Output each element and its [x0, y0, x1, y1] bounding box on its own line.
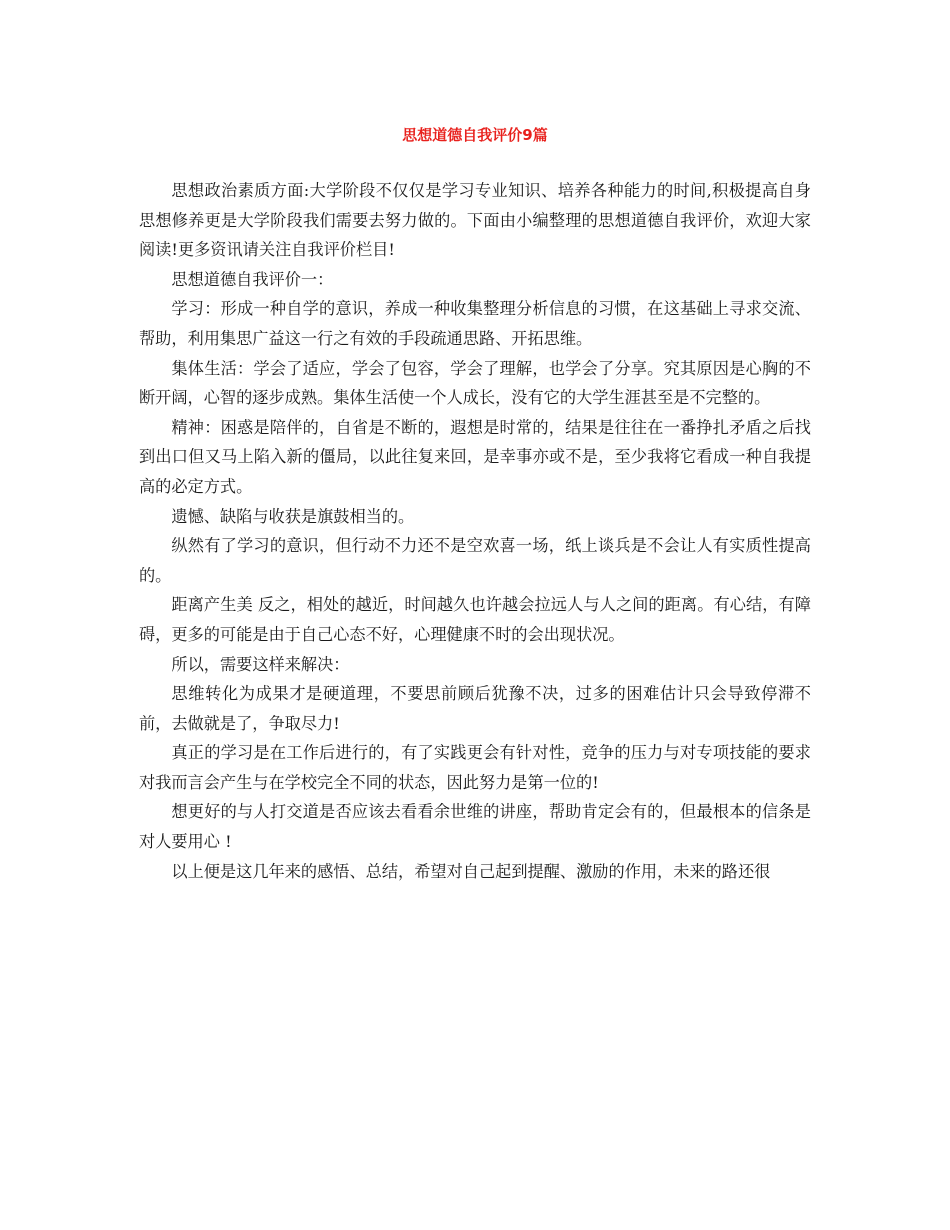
paragraph-thinking-to-results: 思维转化为成果才是硬道理，不要思前顾后犹豫不决，过多的困难估计只会导致停滞不前，去做就是了，争取尽力! — [139, 684, 811, 733]
paragraph-distance: 距离产生美 反之，相处的越近，时间越久也许越会拉远人与人之间的距离。有心结，有障碍，更多的可能是由于自己心态不好，心理健康不时的会出现状况。 — [139, 595, 811, 644]
paragraph-regrets: 遗憾、缺陷与收获是旗鼓相当的。 — [171, 506, 415, 526]
paragraph-summary: 以上便是这几年来的感悟、总结，希望对自己起到提醒、激励的作用，未来的路还很 — [171, 861, 771, 881]
document-body — [139, 176, 811, 886]
document-title: 思想道德自我评价9篇 — [402, 126, 548, 144]
paragraph-intro: 思想政治素质方面:大学阶段不仅仅是学习专业知识、培养各种能力的时间,积极提高自身思想修养更是大学阶段我们需要去努力做的。下面由小编整理的思想道德自我评价，欢迎大家阅读!更多资讯请关注自我评价栏目! — [139, 181, 811, 260]
paragraph-dealing-with-people: 想更好的与人打交道是否应该去看看余世维的讲座，帮助肯定会有的，但最根本的信条是 对人要用心 ! — [139, 802, 811, 852]
paragraph-section-heading: 思想道德自我评价一： — [171, 269, 334, 289]
paragraph-collective-life: 集体生活：学会了适应，学会了包容，学会了理解，也学会了分享。究其原因是心胸的不断开阔，心智的逐步成熟。集体生活使一个人成长，没有它的大学生涯甚至是不完整的。 — [139, 358, 811, 408]
paragraph-solution-intro: 所以，需要这样来解决： — [171, 654, 350, 674]
paragraph-real-learning: 真正的学习是在工作后进行的，有了实践更会有针对性，竞争的压力与对专项技能的要求对我而言会产生与在学校完全不同的状态，因此努力是第一位的! — [139, 743, 811, 792]
paragraph-study: 学习：形成一种自学的意识，养成一种收集整理分析信息的习惯，在这基础上寻求交流、帮助，利用集思广益这一行之有效的手段疏通思路、开拓思维。 — [139, 299, 811, 348]
paragraph-spirit: 精神：困惑是陪伴的，自省是不断的，遐想是时常的，结果是往往在一番挣扎矛盾之后找到出口但又马上陷入新的僵局，以此往复来回，是幸事亦或不是，至少我将它看成一种自我提高的必定方式。 — [139, 417, 811, 496]
paragraph-learning-awareness: 纵然有了学习的意识，但行动不力还不是空欢喜一场，纸上谈兵是不会让人有实质性提高的。 — [139, 536, 811, 585]
